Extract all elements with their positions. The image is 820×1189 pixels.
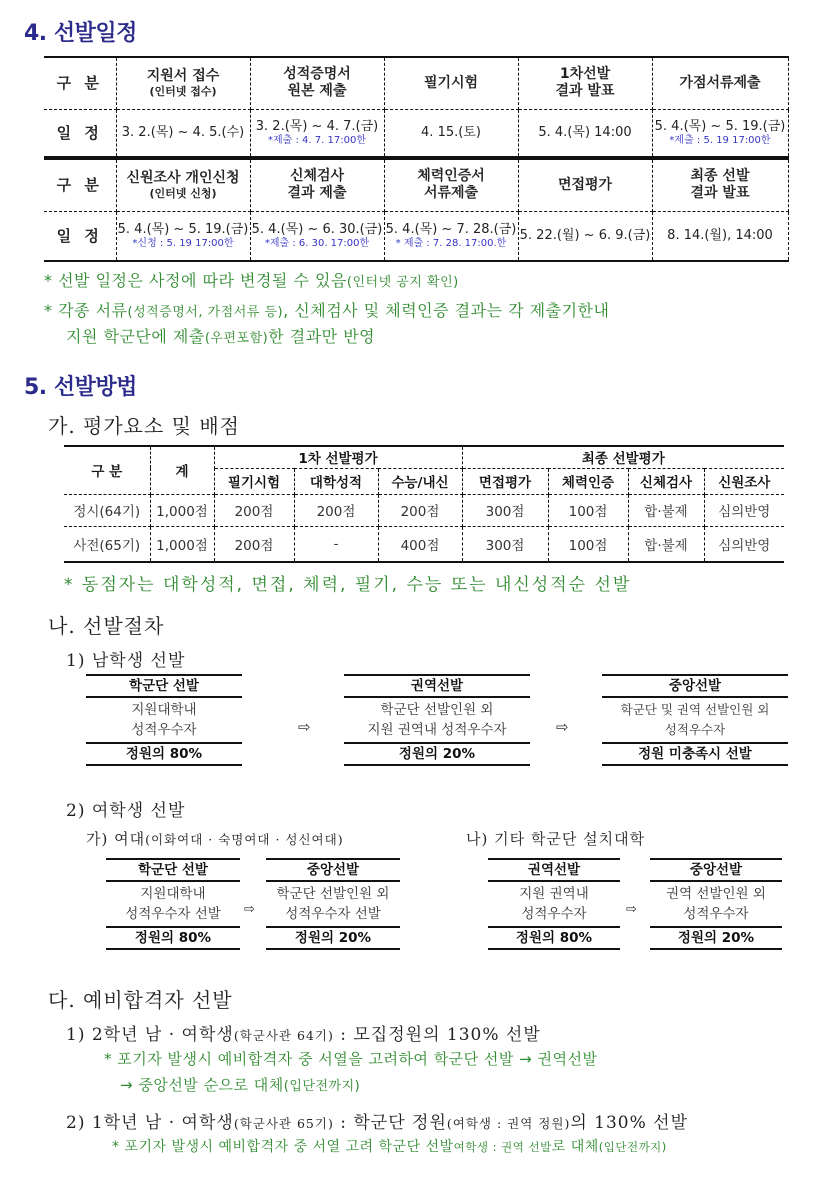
reserve-item-2-note: * 포기자 발생시 예비합격자 중 서열 고려 학군단 선발여학생 : 권역 선발로 대체(입단전까지) (112, 1139, 667, 1155)
header-cell: 1차선발 결과 발표 (518, 57, 652, 109)
group-final-eval: 최종 선발평가 (462, 446, 784, 468)
female-selection-title: 2) 여학생 선발 (66, 801, 186, 821)
section-4-title: 4. 선발일정 (24, 21, 137, 46)
reserve-item-2: 2) 1학년 남 · 여학생(학군사관 65기) : 학군단 정원(여학생 : 권역 정원)의 130% 선발 (66, 1113, 689, 1133)
header-cell: 성적증명서 원본 제출 (250, 57, 384, 109)
date-label: 일 정 (44, 109, 116, 157)
flow-box-regional: 권역선발 지원 권역내 성적우수자 정원의 80% (488, 858, 620, 950)
date-cell: 4. 15.(토) (384, 109, 518, 157)
subcol: 대학성적 (294, 468, 378, 494)
header-cell: 신체검사 결과 제출 (250, 159, 384, 211)
header-cell: 필기시험 (384, 57, 518, 109)
schedule-table-1 (44, 56, 789, 158)
row-header-label: 구 분 (44, 159, 116, 211)
subcol: 필기시험 (214, 468, 294, 494)
flow-box-central: 중앙선발 학군단 선발인원 외 성적우수자 선발 정원의 20% (266, 858, 400, 950)
reserve-item-1: 1) 2학년 남 · 여학생(학군사관 64기) : 모집정원의 130% 선발 (66, 1025, 541, 1045)
col-gubun: 구 분 (64, 446, 150, 494)
section-5-title: 5. 선발방법 (24, 375, 137, 400)
male-selection-title: 1) 남학생 선발 (66, 651, 186, 671)
header-cell: 체력인증서 서류제출 (384, 159, 518, 211)
header-cell: 면접평가 (518, 159, 652, 211)
arrow-right-icon: ⇨ (244, 902, 255, 917)
date-cell: 5. 4.(목) ~ 5. 19.(금) *신청 : 5. 19 17:00한 (116, 211, 250, 261)
reserve-item-1-note-2: → 중앙선발 순으로 대체(입단전까지) (120, 1076, 361, 1094)
date-cell: 5. 4.(목) 14:00 (518, 109, 652, 157)
subsection-b-title: 나. 선발절차 (48, 614, 165, 638)
schedule-note-3: 지원 학군단에 제출(우편포함)한 결과만 반영 (66, 327, 376, 346)
date-cell: 5. 22.(월) ~ 6. 9.(금) (518, 211, 652, 261)
date-label: 일 정 (44, 211, 116, 261)
date-cell: 5. 4.(목) ~ 5. 19.(금) *제출 : 5. 19 17:00한 (652, 109, 788, 157)
group-first-eval: 1차 선발평가 (214, 446, 462, 468)
tie-break-note: * 동점자는 대학성적, 면접, 체력, 필기, 수능 또는 내신성적순 선발 (64, 575, 632, 595)
arrow-right-icon: ⇨ (298, 718, 311, 736)
col-total: 계 (150, 446, 214, 494)
schedule-table-2 (44, 158, 789, 262)
flow-box-school: 학군단 선발 지원대학내 성적우수자 정원의 80% (86, 674, 242, 766)
header-cell: 신원조사 개인신청 (인터넷 신청) (116, 159, 250, 211)
flow-box-central: 중앙선발 권역 선발인원 외 성적우수자 정원의 20% (650, 858, 782, 950)
row-header-label: 구 분 (44, 57, 116, 109)
date-cell: 5. 4.(목) ~ 7. 28.(금) * 제출 : 7. 28. 17:00.한 (384, 211, 518, 261)
female-group-b-title: 나) 기타 학군단 설치대학 (466, 830, 646, 848)
header-cell: 지원서 접수 (인터넷 접수) (116, 57, 250, 109)
score-table (64, 445, 784, 563)
subcol: 면접평가 (462, 468, 548, 494)
subcol: 신원조사 (704, 468, 784, 494)
reserve-item-1-note-1: * 포기자 발생시 예비합격자 중 서열을 고려하여 학군단 선발 → 권역선발 (104, 1050, 598, 1068)
table-row: 정시(64기) 1,000점 200점 200점 200점 300점 100점 합·불제 심의반영 (64, 494, 784, 526)
female-group-a-title: 가) 여대(이화여대 · 숙명여대 · 성신여대) (86, 830, 344, 848)
subcol: 신체검사 (628, 468, 704, 494)
date-cell: 3. 2.(목) ~ 4. 7.(금) *제출 : 4. 7. 17:00한 (250, 109, 384, 157)
date-cell: 8. 14.(월), 14:00 (652, 211, 788, 261)
header-cell: 가점서류제출 (652, 57, 788, 109)
flow-box-school: 학군단 선발 지원대학내 성적우수자 선발 정원의 80% (106, 858, 240, 950)
subsection-a-title: 가. 평가요소 및 배점 (48, 414, 240, 438)
subcol: 수능/내신 (378, 468, 462, 494)
schedule-note-1: * 선발 일정은 사정에 따라 변경될 수 있음(인터넷 공지 확인) (44, 271, 459, 290)
table-row: 사전(65기) 1,000점 200점 - 400점 300점 100점 합·불제 심의반영 (64, 526, 784, 562)
header-cell: 최종 선발 결과 발표 (652, 159, 788, 211)
subsection-c-title: 다. 예비합격자 선발 (48, 988, 233, 1012)
flow-box-central: 중앙선발 학군단 및 권역 선발인원 외 성적우수자 정원 미충족시 선발 (602, 674, 788, 766)
subcol: 체력인증 (548, 468, 628, 494)
arrow-right-icon: ⇨ (626, 902, 637, 917)
flow-box-regional: 권역선발 학군단 선발인원 외 지원 권역내 성적우수자 정원의 20% (344, 674, 530, 766)
arrow-right-icon: ⇨ (556, 718, 569, 736)
date-cell: 3. 2.(목) ~ 4. 5.(수) (116, 109, 250, 157)
date-cell: 5. 4.(목) ~ 6. 30.(금) *제출 : 6. 30. 17:00한 (250, 211, 384, 261)
schedule-note-2: * 각종 서류(성적증명서, 가점서류 등), 신체검사 및 체력인증 결과는 각 제출기한내 (44, 301, 610, 320)
